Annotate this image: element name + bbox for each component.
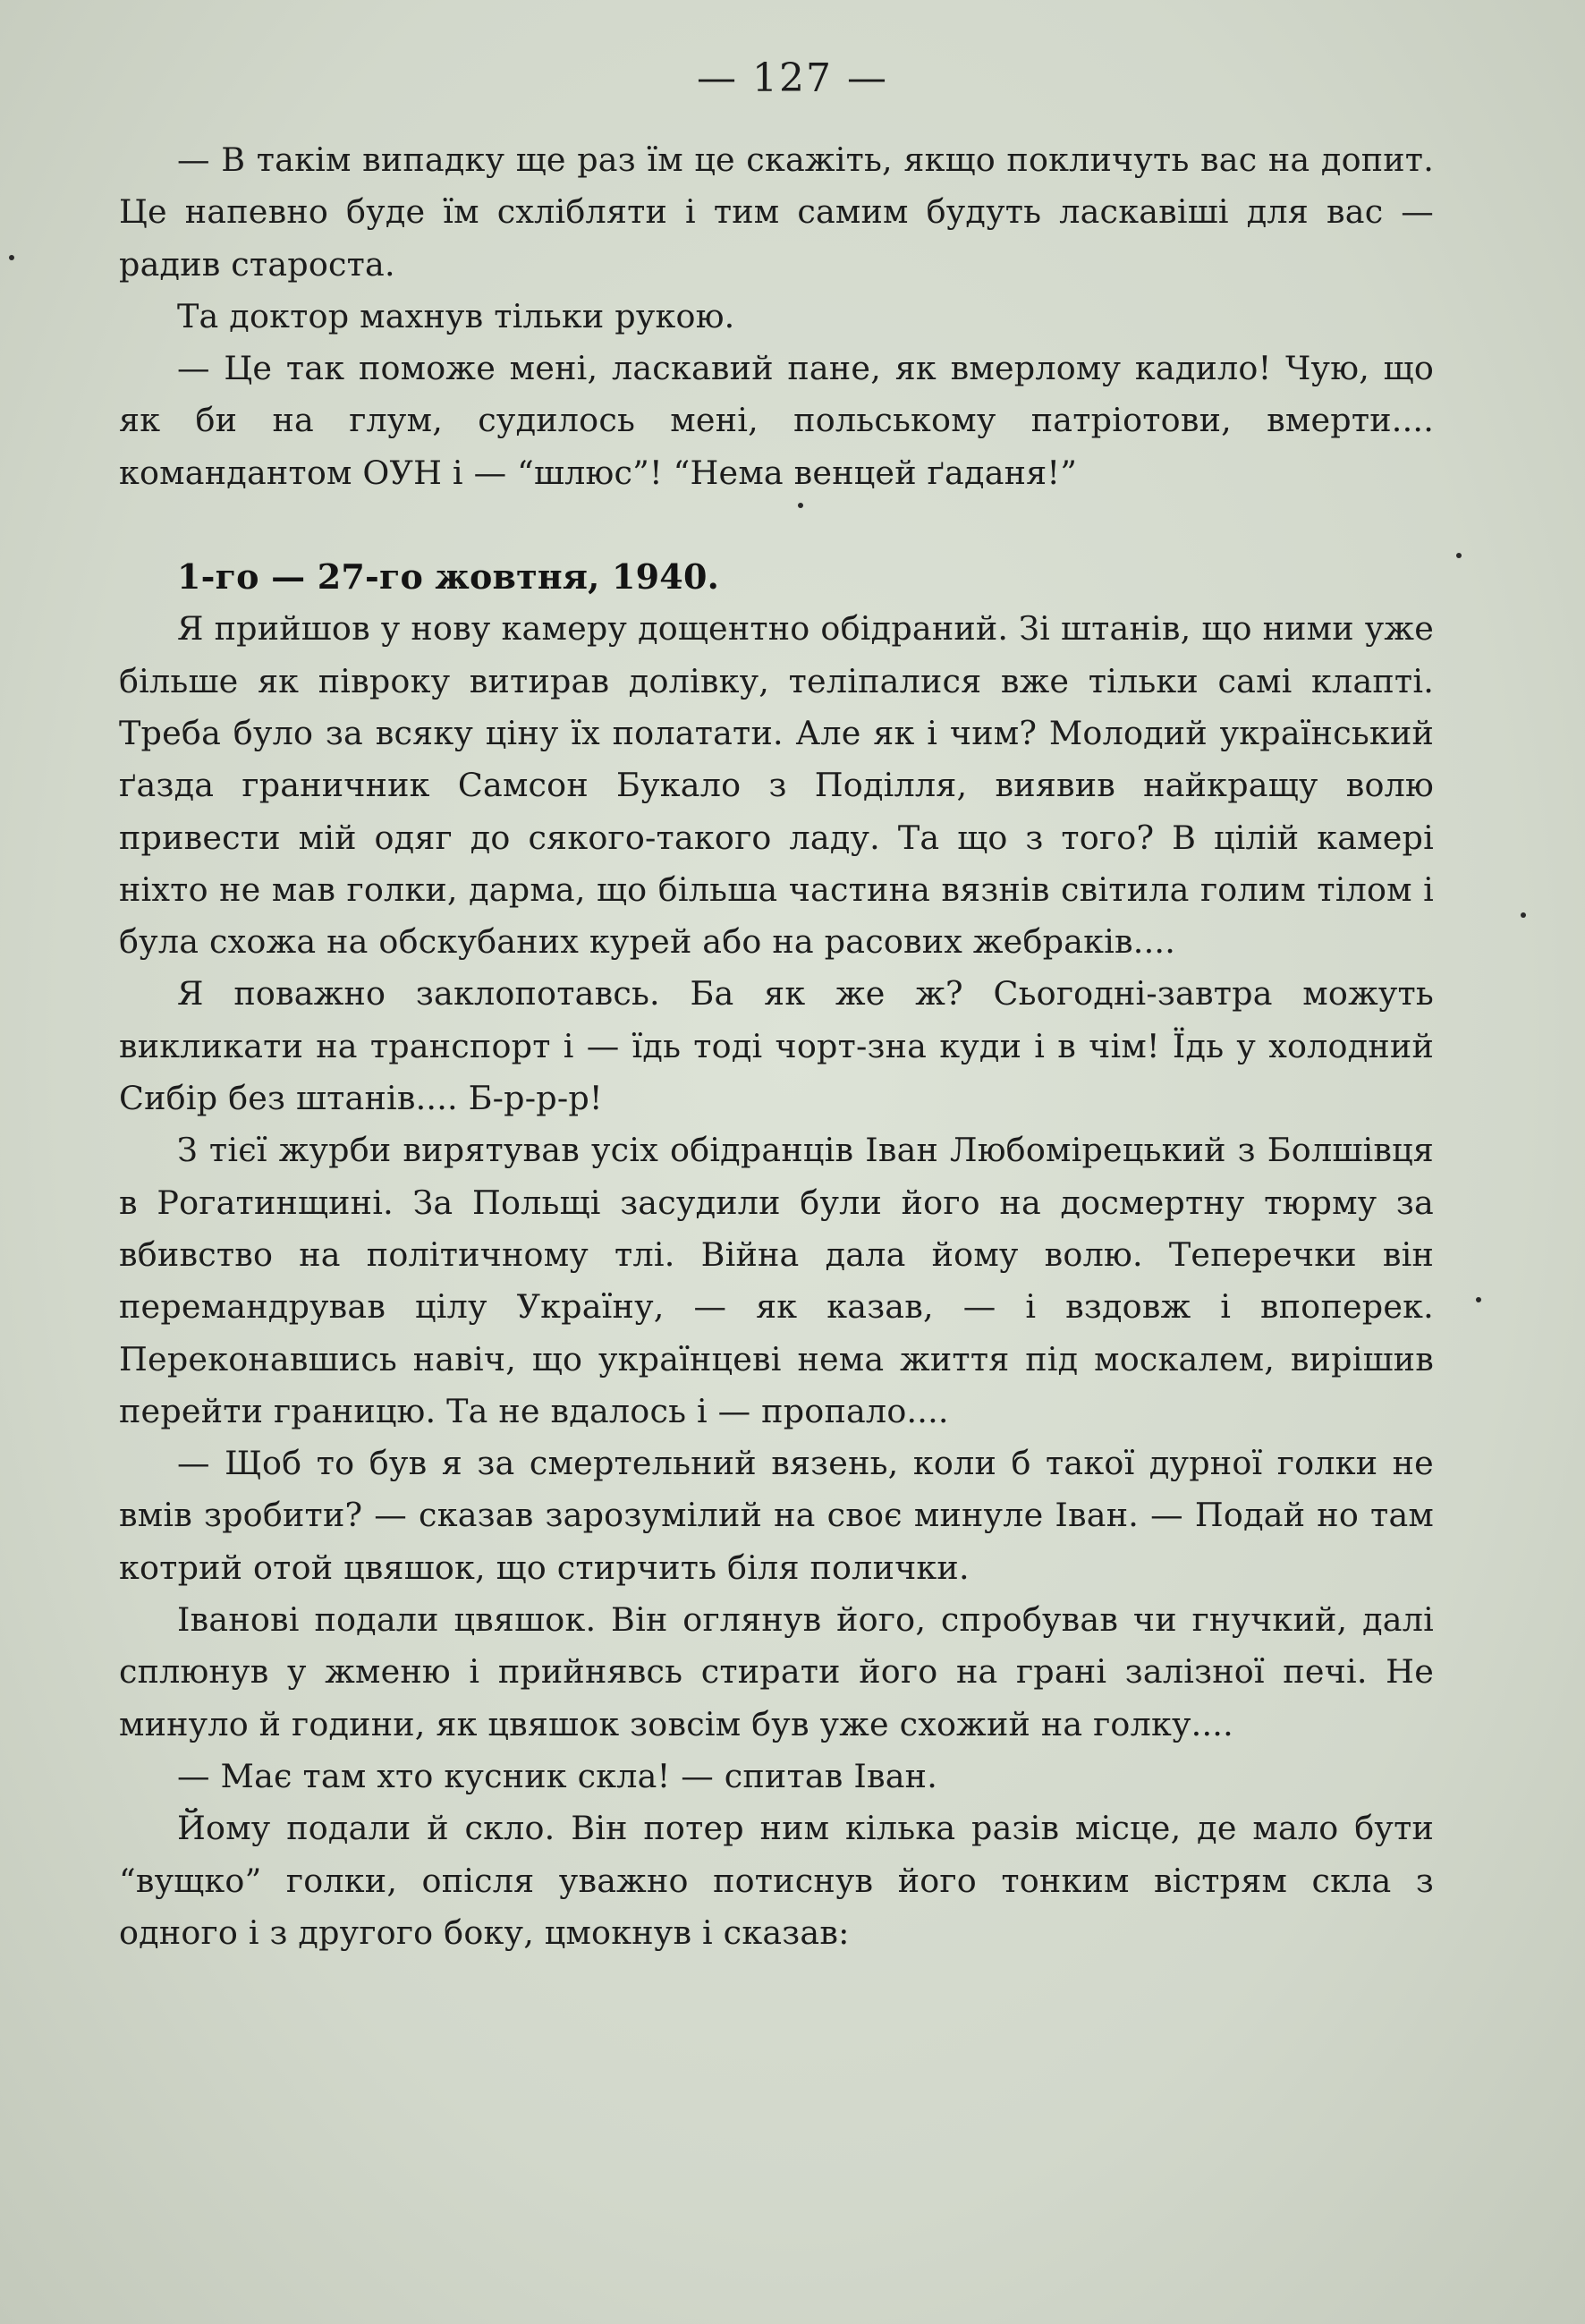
- ink-speck: [1456, 553, 1462, 558]
- paragraph-glass-request: — Має там хто кусник скла! — спитав Іван.: [177, 1756, 938, 1795]
- section-gap: [119, 499, 1434, 551]
- page-body: [119, 134, 1434, 1959]
- ink-speck: [1521, 912, 1526, 918]
- date-heading: 1-го — 27-го жовтня, 1940.: [177, 556, 720, 598]
- paragraph-ivan-speaks: — Щоб то був я за смертельний вязень, коли б такої дурної голки не вмів зробити? — сказав зарозумілий на своє минуле Іван. — Подай но там котрий отой цвяшок, що стирчить біля полички.: [119, 1444, 1434, 1587]
- paragraph-starosta-advice: — В такім випадку ще раз їм це скажіть, якщо покличуть вас на допит. Це напевно буде їм схлібляти і тим самим будуть ласкавіші для вас — радив староста.: [119, 140, 1434, 284]
- paragraph-ivan-intro: З тієї журби вирятував усіх обідранців Іван Любомірецький з Болшівця в Рогатинщині. За Польщі засудили були його на досмертну тюрму за вбивство на політичному тлі. Війна дала йому волю. Теперечки він перемандрував цілу Україну, — як казав, — і вздовж і впоперек. Переконавшись навіч, що українцеві нема життя під москалем, вирішив перейти границю. Та не вдалось і — пропало....: [119, 1131, 1434, 1430]
- paragraph-nail-needle: Іванові подали цвяшок. Він оглянув його, спробував чи гнучкий, далі сплюнув у жменю і прийнявсь стирати його на грані залізної печі. Не минуло й години, як цвяшок зовсім був уже схожий на голку....: [119, 1600, 1434, 1743]
- ink-speck: [1476, 1297, 1481, 1302]
- ink-speck: [9, 255, 14, 260]
- paragraph-worried: Я поважно заклопотавсь. Ба як же ж? Сьогодні-завтра можуть викликати на транспорт і — їдь тоді чорт-зна куди і в чім! Їдь у холодний Сибір без штанів.... Б-р-р-р!: [119, 974, 1434, 1118]
- paragraph-new-cell: Я прийшов у нову камеру дощентно обідраний. Зі штанів, що ними уже більше як півроку витирав долівку, теліпалися вже тільки самі клапті. Треба було за всяку ціну їх полатати. Але як і чим? Молодий український ґазда граничник Самсон Букало з Поділля, виявив найкращу волю привести мій одяг до сякого-такого ладу. Та що з того? В цілій камері ніхто не мав голки, дарма, що більша частина вязнів світила голим тілом і була схожа на обскубаних курей або на расових жебраків....: [119, 609, 1434, 962]
- paragraph-doctor-reply: — Це так поможе мені, ласкавий пане, як вмерлому кадило! Чую, що як би на глум, судилось мені, польському патріотови, вмерти.... командантом ОУН і — “шлюс”! “Нема венцей ґаданя!”: [119, 349, 1434, 492]
- paragraph-doctor-waves: Та доктор махнув тільки рукою.: [177, 296, 735, 335]
- paragraph-needle-eye: Йому подали й скло. Він потер ним кілька разів місце, де мало бути “вущко” голки, опісля уважно потиснув його тонким вістрям скла з одного і з другого боку, цмокнув і сказав:: [119, 1809, 1434, 1952]
- page-number: — 127 —: [697, 55, 888, 101]
- ink-speck: [798, 503, 803, 508]
